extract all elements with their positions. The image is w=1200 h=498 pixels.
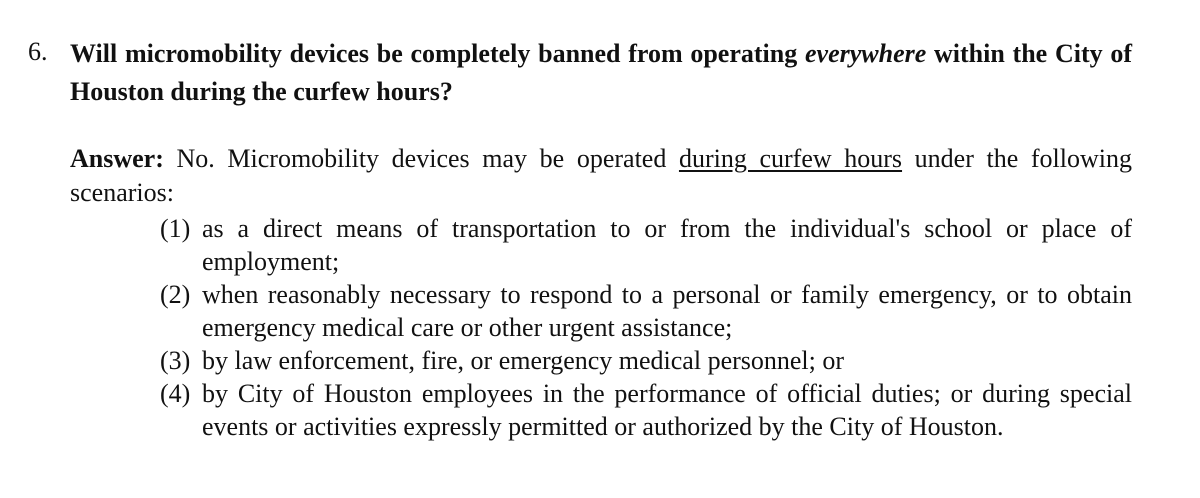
question-text-end: within the City of Houston during the curfew hours? <box>70 39 1133 106</box>
scenario-text: when reasonably necessary to respond to a personal or family emergency, or to obtain emergency medical care or other urgent assistance; <box>202 280 1132 342</box>
scenario-number: (2) <box>160 280 191 309</box>
question-emphasis: everywhere <box>804 39 927 68</box>
question-number: 6. <box>28 37 48 66</box>
scenario-number: (4) <box>160 379 191 408</box>
answer-paragraph <box>70 142 1132 210</box>
scenario-number: (1) <box>160 214 191 243</box>
scenario-number: (3) <box>160 346 191 375</box>
scenario-item <box>160 344 1132 377</box>
answer-underlined-phrase: during curfew hours <box>678 144 903 173</box>
scenario-text: by City of Houston employees in the performance of official duties; or during special events or activities expressly permitted or authorized by the City of Houston. <box>202 379 1132 441</box>
scenario-item <box>160 212 1132 278</box>
scenario-item <box>160 377 1132 443</box>
scenario-text: as a direct means of transportation to or from the individual's school or place of employment; <box>202 214 1132 276</box>
scenario-list <box>160 212 1132 443</box>
scenario-text: by law enforcement, fire, or emergency medical personnel; or <box>202 346 845 375</box>
answer-text-start: No. Micromobility devices may be operated <box>163 144 679 173</box>
question-text <box>70 35 1132 111</box>
scenario-item <box>160 278 1132 344</box>
question-text-start: Will micromobility devices be completely banned from operating <box>70 39 805 68</box>
answer-label: Answer: <box>70 144 164 173</box>
answer-text-end: under the following scenarios: <box>70 144 1132 207</box>
